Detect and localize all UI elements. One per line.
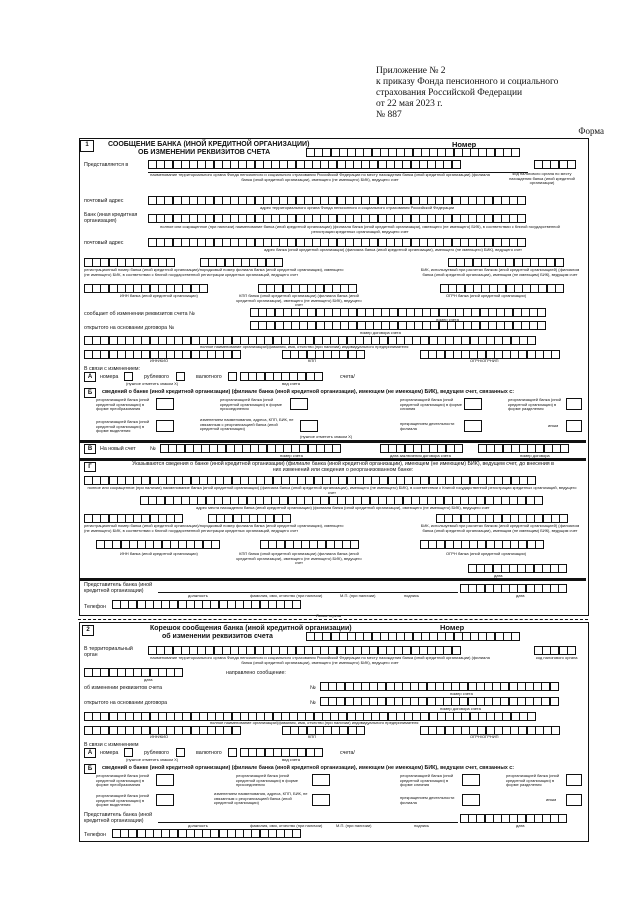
form1-kpp2-cells[interactable] xyxy=(282,350,364,359)
form2-code-cells[interactable] xyxy=(534,646,575,655)
form1-inn-kio-label: ИНН/КИО xyxy=(150,358,169,363)
form2-kpp-label: КПП xyxy=(308,734,317,739)
form2-number-label: Номер xyxy=(440,623,465,632)
form1-inn-cells[interactable] xyxy=(84,284,207,293)
form2-b-opt6-box[interactable] xyxy=(312,794,330,806)
form1-due-label: В связи с изменением: xyxy=(84,366,141,372)
form1-postal2-label: почтовый адрес xyxy=(84,240,124,246)
form1-contract-caption: номер договора счета xyxy=(360,330,401,335)
form1-reg-caption: регистрационный номер банка (иной кредитной организации)/порядковый номер филиала банка (иной кредитной организации), имеющего (не имеющего) БИК, в соответствии с Книгой государственной регистрации кредитных организаций, ведущего счет xyxy=(84,267,344,277)
form2-b-opt7-box[interactable] xyxy=(462,794,480,806)
input-cell[interactable] xyxy=(517,196,526,205)
input-cell[interactable] xyxy=(356,350,365,359)
form2-a-number-checkbox[interactable] xyxy=(124,748,133,757)
form1-box-b: Б xyxy=(84,388,96,398)
input-cell[interactable] xyxy=(348,284,357,293)
form1-v-contract-cells[interactable] xyxy=(478,444,568,453)
form2-due-label: В связи с изменением xyxy=(84,742,139,748)
input-cell[interactable] xyxy=(550,682,559,691)
input-cell[interactable] xyxy=(550,697,559,706)
form1-b-opt2: реорганизацией банка (иной кредитной организации) в форме присоединения xyxy=(220,397,282,412)
form2-b-opt8-box[interactable] xyxy=(566,794,582,806)
form1-g-addr-caption: адрес места нахождения банка (иной кредитной организации) (филиала банка (иной кредитной организации), имеющего (не имеющего) БИК), ведущего счет xyxy=(196,505,490,510)
form2-b-opt3-box[interactable] xyxy=(462,774,480,786)
input-cell[interactable] xyxy=(537,321,546,330)
form2-b-opt4-box[interactable] xyxy=(566,774,582,786)
form1-b-opt1-box[interactable] xyxy=(156,398,174,410)
form2-no-label: № xyxy=(310,685,316,691)
form1-b-opt8: иным xyxy=(548,423,559,428)
form1-kpp2-label: КПП xyxy=(308,358,317,363)
form1-b-opt5-box[interactable] xyxy=(156,420,174,432)
form2-b-opt1-box[interactable] xyxy=(156,774,174,786)
form2-b-opt7: прекращением деятельности филиала xyxy=(400,795,455,805)
form2-number-cell: 2 xyxy=(82,625,94,636)
form1-a-number: номера xyxy=(100,374,119,380)
form1-rep-position: должность xyxy=(188,593,208,598)
form1-g-reg-caption: регистрационный номер банка (иной кредитной организации)/порядковый номер филиала банка (иной кредитной организации), имеющего (не имеющего) БИК, в соответствии с Книгой государственной регистрации кредитных организаций, ведущего счет xyxy=(84,523,344,533)
form1-postal2-caption: адрес банка (иной кредитной организации) (филиала банка (иной кредитной организации), имеющего (не имеющего) БИК), ведущего счет xyxy=(264,247,522,252)
form1-b-opt4-box[interactable] xyxy=(566,398,582,410)
form1-g-reg-cells[interactable] xyxy=(84,514,182,523)
form1-phone-label: Телефон xyxy=(84,604,106,610)
form1-a-ruble: рублевого xyxy=(144,374,169,380)
form1-number-cell: 1 xyxy=(80,140,94,152)
form1-a-kind-cells[interactable] xyxy=(240,372,322,381)
form2-inn-kio-label: ИНН/КИО xyxy=(150,734,169,739)
input-cell[interactable] xyxy=(166,258,175,267)
form1-g-branch-cells[interactable] xyxy=(208,514,290,523)
form2-b-opt5-box[interactable] xyxy=(156,794,174,806)
form1-a-currency: валютного xyxy=(196,374,222,380)
form2-title-line2: об изменении реквизитов счета xyxy=(162,633,273,640)
form1-v-text: На новый счет xyxy=(100,446,136,452)
input-cell[interactable] xyxy=(527,712,536,721)
header-line-4: от 22 мая 2023 г. xyxy=(376,99,443,109)
form1-bank-caption: полное или сокращенное (при наличии) наименование банка (иной кредитной организации) (филиала банка (иной кредитной организации), имеющего (не имеющего) БИК), в соответствии с Книгой государственной регистрации кредитных организаций, ведущего счет xyxy=(160,224,560,234)
input-cell[interactable] xyxy=(551,350,560,359)
form1-bik-caption: БИК, используемый при расчетах банком (иной кредитной организацией) (филиалом банка (иной кредитной организации), имеющим (не имеющим) БИК), ведущим счет xyxy=(420,267,580,277)
document-header xyxy=(376,66,558,121)
form2-b-opt2: реорганизацией банка (иной кредитной организации) в форме присоединения xyxy=(236,773,298,788)
form1-g-caption: полное или сокращенное (при наличии) наименование банка (иной кредитной организации) (филиала банка (иной кредитной организации), имеющего (не имеющего) БИК), в соответствии с Книгой государственной регистрации кредитных организаций, ведущего счет xyxy=(87,485,577,495)
form1-inn-caption: ИНН банка (иной кредитной организации) xyxy=(120,293,198,298)
form2-a-kind-caption: вид счета xyxy=(282,757,300,762)
form2-kpp-cells[interactable] xyxy=(282,726,364,735)
input-cell[interactable] xyxy=(517,214,526,223)
input-cell[interactable] xyxy=(452,160,461,169)
form2-b-opt6: изменением наименования, адреса, КПП, БИК, не связанным с реорганизацией банка (иной кредитной организации) xyxy=(214,791,308,806)
form1-a-number-checkbox[interactable] xyxy=(124,372,133,381)
form2-number-cells[interactable] xyxy=(306,632,519,641)
form1-reg-cells[interactable] xyxy=(84,258,174,267)
form1-g-bik-cells[interactable] xyxy=(436,514,567,523)
form1-title xyxy=(108,141,309,157)
form1-g-addr-cells[interactable] xyxy=(140,496,542,505)
form1-b-opt2-box[interactable] xyxy=(290,398,308,410)
form2-rep-mp: М.П. (при наличии) xyxy=(336,823,372,828)
form2-b-text: сведений о банке (иной кредитной организации) (филиале банка (иной кредитной организации), имеющем (не имеющем) БИК), ведущем счет, связанных с: xyxy=(102,765,514,771)
form1-bank-label: Банк (иная кредитная организация) xyxy=(84,212,138,224)
form2-box-b: Б xyxy=(84,764,96,774)
form1-g-name-cells[interactable] xyxy=(84,476,535,485)
form1-g-ogrn-caption: ОГРН банка (иной кредитной организации) xyxy=(446,551,527,556)
form2-b-opt1: реорганизацией банка (иной кредитной организации) в форме преобразования xyxy=(96,773,150,788)
form1-g-ogrn-cells[interactable] xyxy=(420,540,543,549)
form1-ogrn-caption: ОГРН банка (иной кредитной организации) xyxy=(446,293,527,298)
form1-b-opt8-box[interactable] xyxy=(566,420,582,432)
form1-postal-cells[interactable] xyxy=(148,196,525,205)
form1-b-opt3: реорганизацией банка (иной кредитной организации) в форме слияния xyxy=(400,397,462,412)
input-cell[interactable] xyxy=(174,668,183,677)
input-cell[interactable] xyxy=(174,514,183,523)
form1-code-cells[interactable] xyxy=(534,160,575,169)
input-cell[interactable] xyxy=(535,540,544,549)
form1-rep-sign: подпись xyxy=(404,593,420,598)
input-cell[interactable] xyxy=(452,646,461,655)
form1-v-account-cells[interactable] xyxy=(160,444,340,453)
form1-opened-label: открытого на основании договора № xyxy=(84,325,175,331)
input-cell[interactable] xyxy=(558,564,567,573)
form1-number-cells[interactable] xyxy=(306,148,519,157)
input-cell[interactable] xyxy=(199,284,208,293)
form2-rep-date: дата xyxy=(516,823,525,828)
form1-divider-3 xyxy=(80,578,586,581)
form1-v-caption-num: номер счета xyxy=(280,453,303,458)
form1-fund-caption: наименование территориального органа Фонда пенсионного и социального страхования Российской Федерации по месту нахождения банка (иной кредитной организации) (филиала банка (иной кредитной организации), имеющего (не имеющего) БИК), ведущего счет xyxy=(150,172,490,182)
input-cell[interactable] xyxy=(356,726,365,735)
form1-rep-mp: М.П. (при наличии) xyxy=(340,593,376,598)
form1-a-currency-checkbox[interactable] xyxy=(228,372,237,381)
form2-code-caption: код налогового органа xyxy=(536,655,578,660)
input-cell[interactable] xyxy=(511,148,520,157)
input-cell[interactable] xyxy=(555,258,564,267)
form1-a-kind-caption: вид счета xyxy=(282,381,300,386)
form1-number-label: Номер xyxy=(452,140,477,149)
form2-territorial-label: В территориальный орган xyxy=(84,646,133,658)
form1-b-opt6-box[interactable] xyxy=(300,420,318,432)
form1-title-line1: СООБЩЕНИЕ БАНКА (ИНОЙ КРЕДИТНОЙ ОРГАНИЗАЦИИ) xyxy=(108,141,310,148)
form2-date-cells[interactable] xyxy=(84,668,182,677)
form1-b-text: сведений о банке (иной кредитной организации) (филиале банка (иной кредитной организации), имеющем (не имеющем) БИК), ведущем счет, связанных с: xyxy=(102,389,514,395)
form1-divider-1 xyxy=(80,440,586,443)
form1-kpp-cells[interactable] xyxy=(258,284,356,293)
input-cell[interactable] xyxy=(332,444,341,453)
form1-ogrn-cells[interactable] xyxy=(440,284,563,293)
input-cell[interactable] xyxy=(555,284,564,293)
form1-org-caption: полное наименование организации/(фамилия, имя, отчество (при наличии) индивидуального предпринимателя xyxy=(200,344,409,349)
input-cell[interactable] xyxy=(517,238,526,247)
form1-g-kpp-caption: КПП банка (иной кредитной организации) (филиала банка (иной кредитной организации), имеющего (не имеющего) БИК), ведущего счет xyxy=(236,551,362,566)
form1-change-label: сообщает об изменении реквизитов счета № xyxy=(84,311,195,317)
form2-rep-date-cells[interactable] xyxy=(460,814,567,823)
form1-g-date-cells[interactable] xyxy=(468,564,566,573)
input-cell[interactable] xyxy=(292,829,301,838)
form2-phone-label: Телефон xyxy=(84,832,106,838)
form2-a-ruble-checkbox[interactable] xyxy=(176,748,185,757)
form2-account-caption: номер счета xyxy=(450,691,473,696)
form1-kpp-caption: КПП банка (иной кредитной организации) (филиала банка (иной кредитной организации), имеющего (не имеющего) БИК), ведущего счет xyxy=(236,293,362,308)
form2-b-opt5: реорганизацией банка (иной кредитной организации) в форме выделения xyxy=(96,793,150,808)
form2-phone-cells[interactable] xyxy=(112,829,301,838)
form2-contract-caption: номер договора счета xyxy=(440,706,481,711)
form2-ogrnip-label: ОГРН/ОГРНИП xyxy=(470,734,499,739)
form1-a-caption: (нужное отметить знаком X) xyxy=(126,381,179,386)
form2-fund-cells[interactable] xyxy=(148,646,460,655)
form2-a-ruble: рублевого xyxy=(144,750,169,756)
form1-b-caption: (нужное отметить знаком X) xyxy=(300,434,353,439)
input-cell[interactable] xyxy=(551,726,560,735)
form1-bik-cells[interactable] xyxy=(448,258,563,267)
form2-rep-name: фамилия, имя, отчество (при наличии) xyxy=(250,823,323,828)
form1-bank-cells[interactable] xyxy=(148,214,525,223)
form2-a-caption: (нужное отметить знаком X) xyxy=(126,757,179,762)
form1-b-opt1: реорганизацией банка (иной кредитной организации) в форме преобразования xyxy=(96,397,150,412)
input-cell[interactable] xyxy=(559,514,568,523)
input-cell[interactable] xyxy=(534,496,543,505)
input-cell[interactable] xyxy=(567,160,576,169)
input-cell[interactable] xyxy=(511,632,520,641)
form1-box-v: В xyxy=(84,444,96,454)
form1-branch-cells[interactable] xyxy=(200,258,282,267)
input-cell[interactable] xyxy=(314,748,323,757)
form1-g-date-caption: дата xyxy=(494,573,503,578)
form2-a-account: счета/ xyxy=(340,750,355,756)
form1-g-inn-cells[interactable] xyxy=(96,540,219,549)
form1-v-caption-contract: номер договора xyxy=(520,453,550,458)
form1-g-inn-caption: ИНН банка (иной кредитной организации) xyxy=(120,551,198,556)
input-cell[interactable] xyxy=(314,372,323,381)
form1-box-a: А xyxy=(84,372,96,382)
form1-ogrnip-label: ОГРН/ОГРНИП xyxy=(470,358,499,363)
form2-b-opt8: иным xyxy=(546,797,557,802)
form1-postal2-cells[interactable] xyxy=(148,238,525,247)
form1-rep-name: фамилия, имя, отчество (при наличии) xyxy=(250,593,323,598)
form1-rep-label: Представитель банка (иной кредитной организации) xyxy=(84,582,153,594)
input-cell[interactable] xyxy=(560,444,569,453)
form2-title-line1: Корешок сообщения банка (иной кредитной организации) xyxy=(150,625,352,632)
form2-rep-label: Представитель банка (иной кредитной организации) xyxy=(84,812,153,824)
form2-b-opt2-box[interactable] xyxy=(312,774,330,786)
form1-b-opt6: изменением наименования, адреса, КПП, БИК, не связанным с реорганизацией банка (иной кредитной организации) xyxy=(200,417,294,432)
input-cell[interactable] xyxy=(567,646,576,655)
form2-rep-sign: подпись xyxy=(414,823,430,828)
form1-v-no: № xyxy=(150,446,156,452)
input-cell[interactable] xyxy=(558,584,567,593)
input-cell[interactable] xyxy=(527,476,536,485)
form2-fund-caption: наименование территориального органа Фонда пенсионного и социального страхования Российской Федерации по месту нахождения банка (иной кредитной организации) (филиала банка (иной кредитной организации), имеющего (не имеющего) БИК), ведущего счет xyxy=(150,655,490,665)
input-cell[interactable] xyxy=(232,726,241,735)
form2-b-opt4: реорганизацией банка (иной кредитной организации) в форме разделения xyxy=(506,773,560,788)
header-line-1: Приложение № 2 xyxy=(376,66,446,76)
input-cell[interactable] xyxy=(232,350,241,359)
input-cell[interactable] xyxy=(211,540,220,549)
header-line-2: к приказу Фонда пенсионного и социального xyxy=(376,77,559,87)
form2-a-kind-cells[interactable] xyxy=(240,748,322,757)
form2-contract-cells[interactable] xyxy=(320,697,558,706)
form1-v-caption-date: дата заключения договора счета xyxy=(390,453,451,458)
form1-b-opt3-box[interactable] xyxy=(464,398,482,410)
form1-postal-label: почтовый адрес xyxy=(84,198,124,204)
form2-sent-label: направлено сообщение: xyxy=(226,670,286,676)
form-label: Форма xyxy=(578,126,604,136)
form1-presented-label: Представляется в xyxy=(84,162,129,168)
input-cell[interactable] xyxy=(527,336,536,345)
form2-b-opt3: реорганизацией банка (иной кредитной организации) в форме слияния xyxy=(400,773,454,788)
form1-cut-line-label: Линия отреза xyxy=(316,613,341,618)
form1-b-opt4: реорганизацией банка (иной кредитной организации) в форме разделения xyxy=(508,397,562,412)
form1-b-opt7: прекращением деятельности филиала xyxy=(400,421,455,431)
form1-title-line2: ОБ ИЗМЕНЕНИИ РЕКВИЗИТОВ СЧЕТА xyxy=(138,149,271,156)
form2-box-a: А xyxy=(84,748,96,758)
form1-phone-cells[interactable] xyxy=(112,600,301,609)
form2-a-currency-checkbox[interactable] xyxy=(228,748,237,757)
header-line-5: № 887 xyxy=(376,110,402,120)
input-cell[interactable] xyxy=(292,600,301,609)
form1-contract-cells[interactable] xyxy=(250,321,545,330)
form2-no2-label: № xyxy=(310,700,316,706)
input-cell[interactable] xyxy=(274,258,283,267)
form1-box-g: Г xyxy=(84,462,96,472)
form2-date-caption: дата xyxy=(144,677,153,682)
form1-a-ruble-checkbox[interactable] xyxy=(176,372,185,381)
form1-b-opt5: реорганизацией банка (иной кредитной организации) в форме выделения xyxy=(96,419,150,434)
form2-rep-position: должность xyxy=(188,823,208,828)
form1-account-cells[interactable] xyxy=(250,308,545,317)
cut-line xyxy=(78,619,588,620)
form2-opened-label: открытого на основании договора xyxy=(84,700,168,706)
form1-g-text: Указываются сведения о банке (иной кредитной организации) (филиале банка (иной кредитной организации), имеющем (не имеющем) БИК), ведущем счет, до внесения в них изменений или сведения о реорганизованном банке: xyxy=(132,461,554,473)
form2-account-cells[interactable] xyxy=(320,682,558,691)
input-cell[interactable] xyxy=(537,308,546,317)
form1-g-bik-caption: БИК, используемый при расчетах банком (иной кредитной организацией) (филиалом банка (иной кредитной организации), имеющим (не имеющим) БИК), ведущим счет xyxy=(420,523,580,533)
form1-fund-cells[interactable] xyxy=(148,160,460,169)
form1-g-kpp-cells[interactable] xyxy=(260,540,358,549)
form1-v-date-cells[interactable] xyxy=(380,444,462,453)
input-cell[interactable] xyxy=(350,540,359,549)
input-cell[interactable] xyxy=(282,514,291,523)
form1-b-opt7-box[interactable] xyxy=(464,420,482,432)
form1-a-account: счета/ xyxy=(340,374,355,380)
form1-postal-caption: адрес территориального органа Фонда пенсионного и социального страхования Российской Федерации xyxy=(260,205,455,210)
form1-rep-date-cells[interactable] xyxy=(460,584,567,593)
form2-a-currency: валютного xyxy=(196,750,222,756)
form1-account-caption: номер счета xyxy=(436,317,459,322)
form1-rep-date: дата xyxy=(516,593,525,598)
form2-change-label: об изменении реквизитов счета xyxy=(84,685,163,691)
form2-a-number: номера xyxy=(100,750,119,756)
input-cell[interactable] xyxy=(558,814,567,823)
input-cell[interactable] xyxy=(454,444,463,453)
header-line-3: страхования Российской Федерации xyxy=(376,88,523,98)
form1-code-caption: код налогового органа по месту нахождения банка (иной кредитной организации) xyxy=(509,171,575,186)
form2-org-caption: полное наименование организации/(фамилия, имя, отчество (при наличии) индивидуального предпринимателя xyxy=(210,720,419,725)
